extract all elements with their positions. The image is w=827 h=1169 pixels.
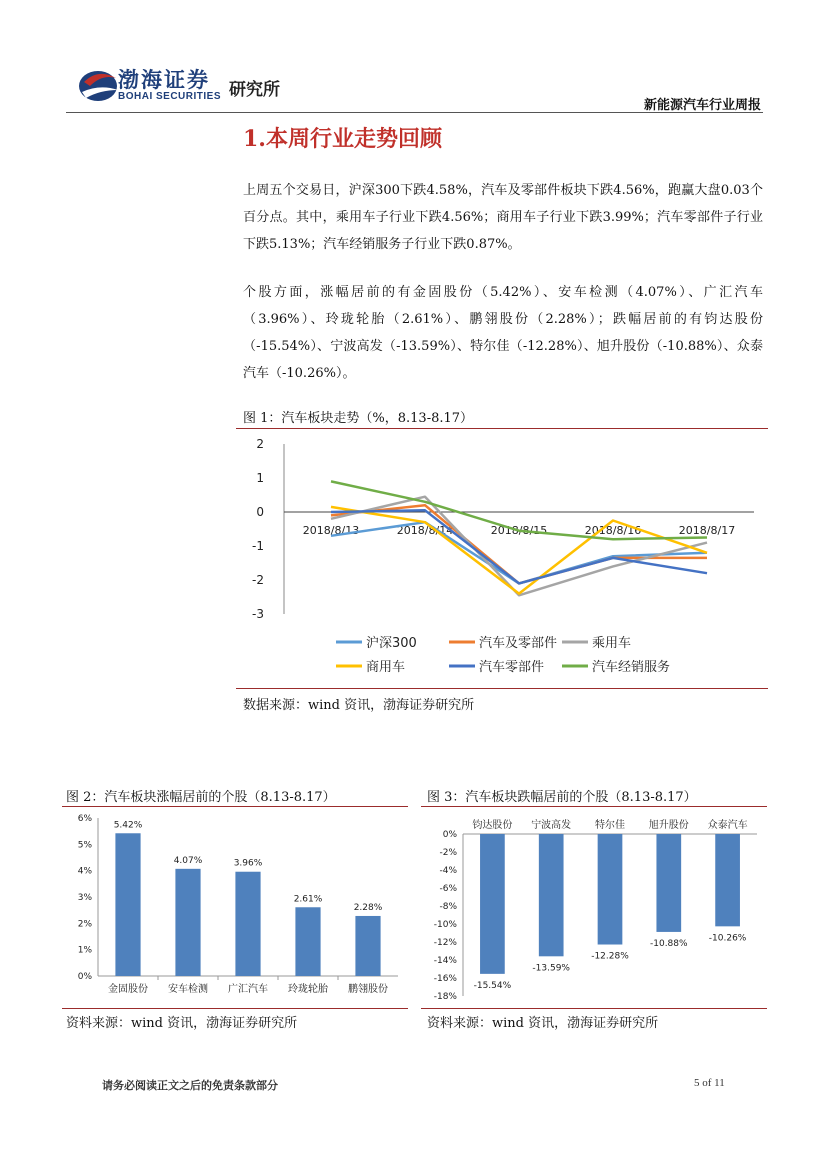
legend-label: 沪深300 [366,636,417,651]
y-tick-label: 2% [77,919,92,930]
report-title: 新能源汽车行业周报 [643,98,761,113]
category-label: 广汇汽车 [228,984,268,995]
footer-disclaimer: 请务必阅读正文之后的免责条款部分 [102,1079,278,1092]
figure2-bottom-rule [62,1008,408,1009]
page-number: 5 of 11 [694,1077,725,1089]
y-tick-label: -6% [439,884,457,894]
category-label: 金固股份 [108,984,148,995]
figure2-caption: 图 2：汽车板块涨幅居前的个股（8.13-8.17） [66,790,336,805]
data-label: -12.28% [591,951,629,962]
logo-chinese-name: 渤海证券 [118,67,210,92]
figure3-caption: 图 3：汽车板块跌幅居前的个股（8.13-8.17） [427,790,697,805]
y-tick-label: -2% [439,848,457,858]
y-tick-label: -1 [252,539,264,553]
bar [539,834,564,956]
y-tick-label: -8% [439,902,457,912]
logo-english-name: BOHAI SECURITIES [118,91,222,102]
category-label: 安车检测 [168,984,208,995]
y-tick-label: 4% [77,866,92,877]
legend-label: 汽车零部件 [479,660,545,675]
figure1-source: 数据来源：wind 资讯，渤海证券研究所 [243,698,475,713]
data-label: 4.07% [173,855,203,866]
y-tick-label: 0% [442,830,457,840]
figure2-source: 资料来源：wind 资讯，渤海证券研究所 [66,1016,298,1031]
y-tick-label: 1 [256,471,264,485]
bar [598,834,623,945]
y-tick-label: 5% [77,840,92,851]
figure1-caption: 图 1：汽车板块走势（%，8.13-8.17） [243,411,474,426]
section-title: 1.本周行业走势回顾 [243,126,442,152]
data-label: -10.26% [708,933,747,944]
bar [480,834,505,974]
category-label: 特尔佳 [595,820,625,831]
data-label: -13.59% [532,963,570,974]
bar [355,916,380,976]
bar [175,869,200,976]
line-chart-auto-sector [236,432,768,684]
data-label: -10.88% [650,938,688,949]
bar-chart-top-gainers [62,808,408,1006]
x-tick-label: 2018/8/16 [584,524,642,537]
series-line [331,507,707,594]
bar [295,907,320,976]
y-tick-label: 1% [77,945,92,956]
bar [235,872,260,976]
figure3-bottom-rule [421,1008,767,1009]
figure1-bottom-rule [236,688,768,689]
figure3-top-rule [421,806,767,807]
y-tick-label: -16% [433,974,457,984]
category-label: 鹏翎股份 [348,984,388,995]
bohai-logo-icon [78,64,122,104]
data-label: -15.54% [473,980,512,991]
y-tick-label: 2 [256,437,264,451]
data-label: 2.61% [293,894,323,905]
header-divider [66,112,763,113]
data-label: 5.42% [113,820,143,831]
y-tick-label: -4% [439,866,457,876]
legend-label: 汽车及零部件 [479,636,558,651]
legend-label: 商用车 [366,660,406,675]
series-line [331,510,707,583]
y-tick-label: -3 [252,607,264,621]
y-tick-label: -14% [433,956,457,966]
category-label: 宁波高发 [531,820,572,831]
category-label: 钧达股份 [472,820,513,831]
x-tick-label: 2018/8/14 [396,524,454,537]
y-tick-label: 6% [77,814,92,824]
x-tick-label: 2018/8/17 [678,524,736,537]
bar [656,834,681,932]
figure2-top-rule [62,806,408,807]
y-tick-label: -10% [433,920,457,930]
paragraph-stock-movers: 个股方面，涨幅居前的有金固股份（5.42%）、安车检测（4.07%）、广汇汽车（3.96%）、玲珑轮胎（2.61%）、鹏翎股份（2.28%）；跌幅居前的有钧达股份（-15.54%）、宁波高发（-13.59%）、特尔佳（-12.28%）、旭升股份（-10.88%）、众泰汽车（-10.26%）。 [243,285,763,381]
legend-label: 乘用车 [592,636,632,651]
y-tick-label: 0 [256,505,264,519]
bar [715,834,740,926]
x-tick-label: 2018/8/15 [490,524,548,537]
category-label: 众泰汽车 [707,820,748,831]
y-tick-label: -2 [252,573,264,587]
bar [115,833,140,976]
data-label: 2.28% [353,902,383,913]
data-label: 3.96% [233,858,263,869]
y-tick-label: 3% [77,893,92,903]
bar-chart-top-losers [421,808,767,1006]
x-tick-label: 2018/8/13 [302,524,360,537]
category-label: 玲珑轮胎 [288,984,328,995]
category-label: 旭升股份 [648,820,689,831]
y-tick-label: -18% [433,992,457,1002]
logo-suffix: 研究所 [229,80,280,100]
figure1-top-rule [236,428,768,429]
figure3-source: 资料来源：wind 资讯，渤海证券研究所 [427,1016,659,1031]
y-tick-label: -12% [433,938,457,948]
paragraph-market-summary: 上周五个交易日，沪深300下跌4.58%，汽车及零部件板块下跌4.56%，跑赢大盘0.03个百分点。其中，乘用车子行业下跌4.56%；商用车子行业下跌3.99%；汽车零部件子行业下跌5.13%；汽车经销服务子行业下跌0.87%。 [243,183,763,252]
y-tick-label: 0% [77,972,92,982]
legend-label: 汽车经销服务 [592,660,671,675]
